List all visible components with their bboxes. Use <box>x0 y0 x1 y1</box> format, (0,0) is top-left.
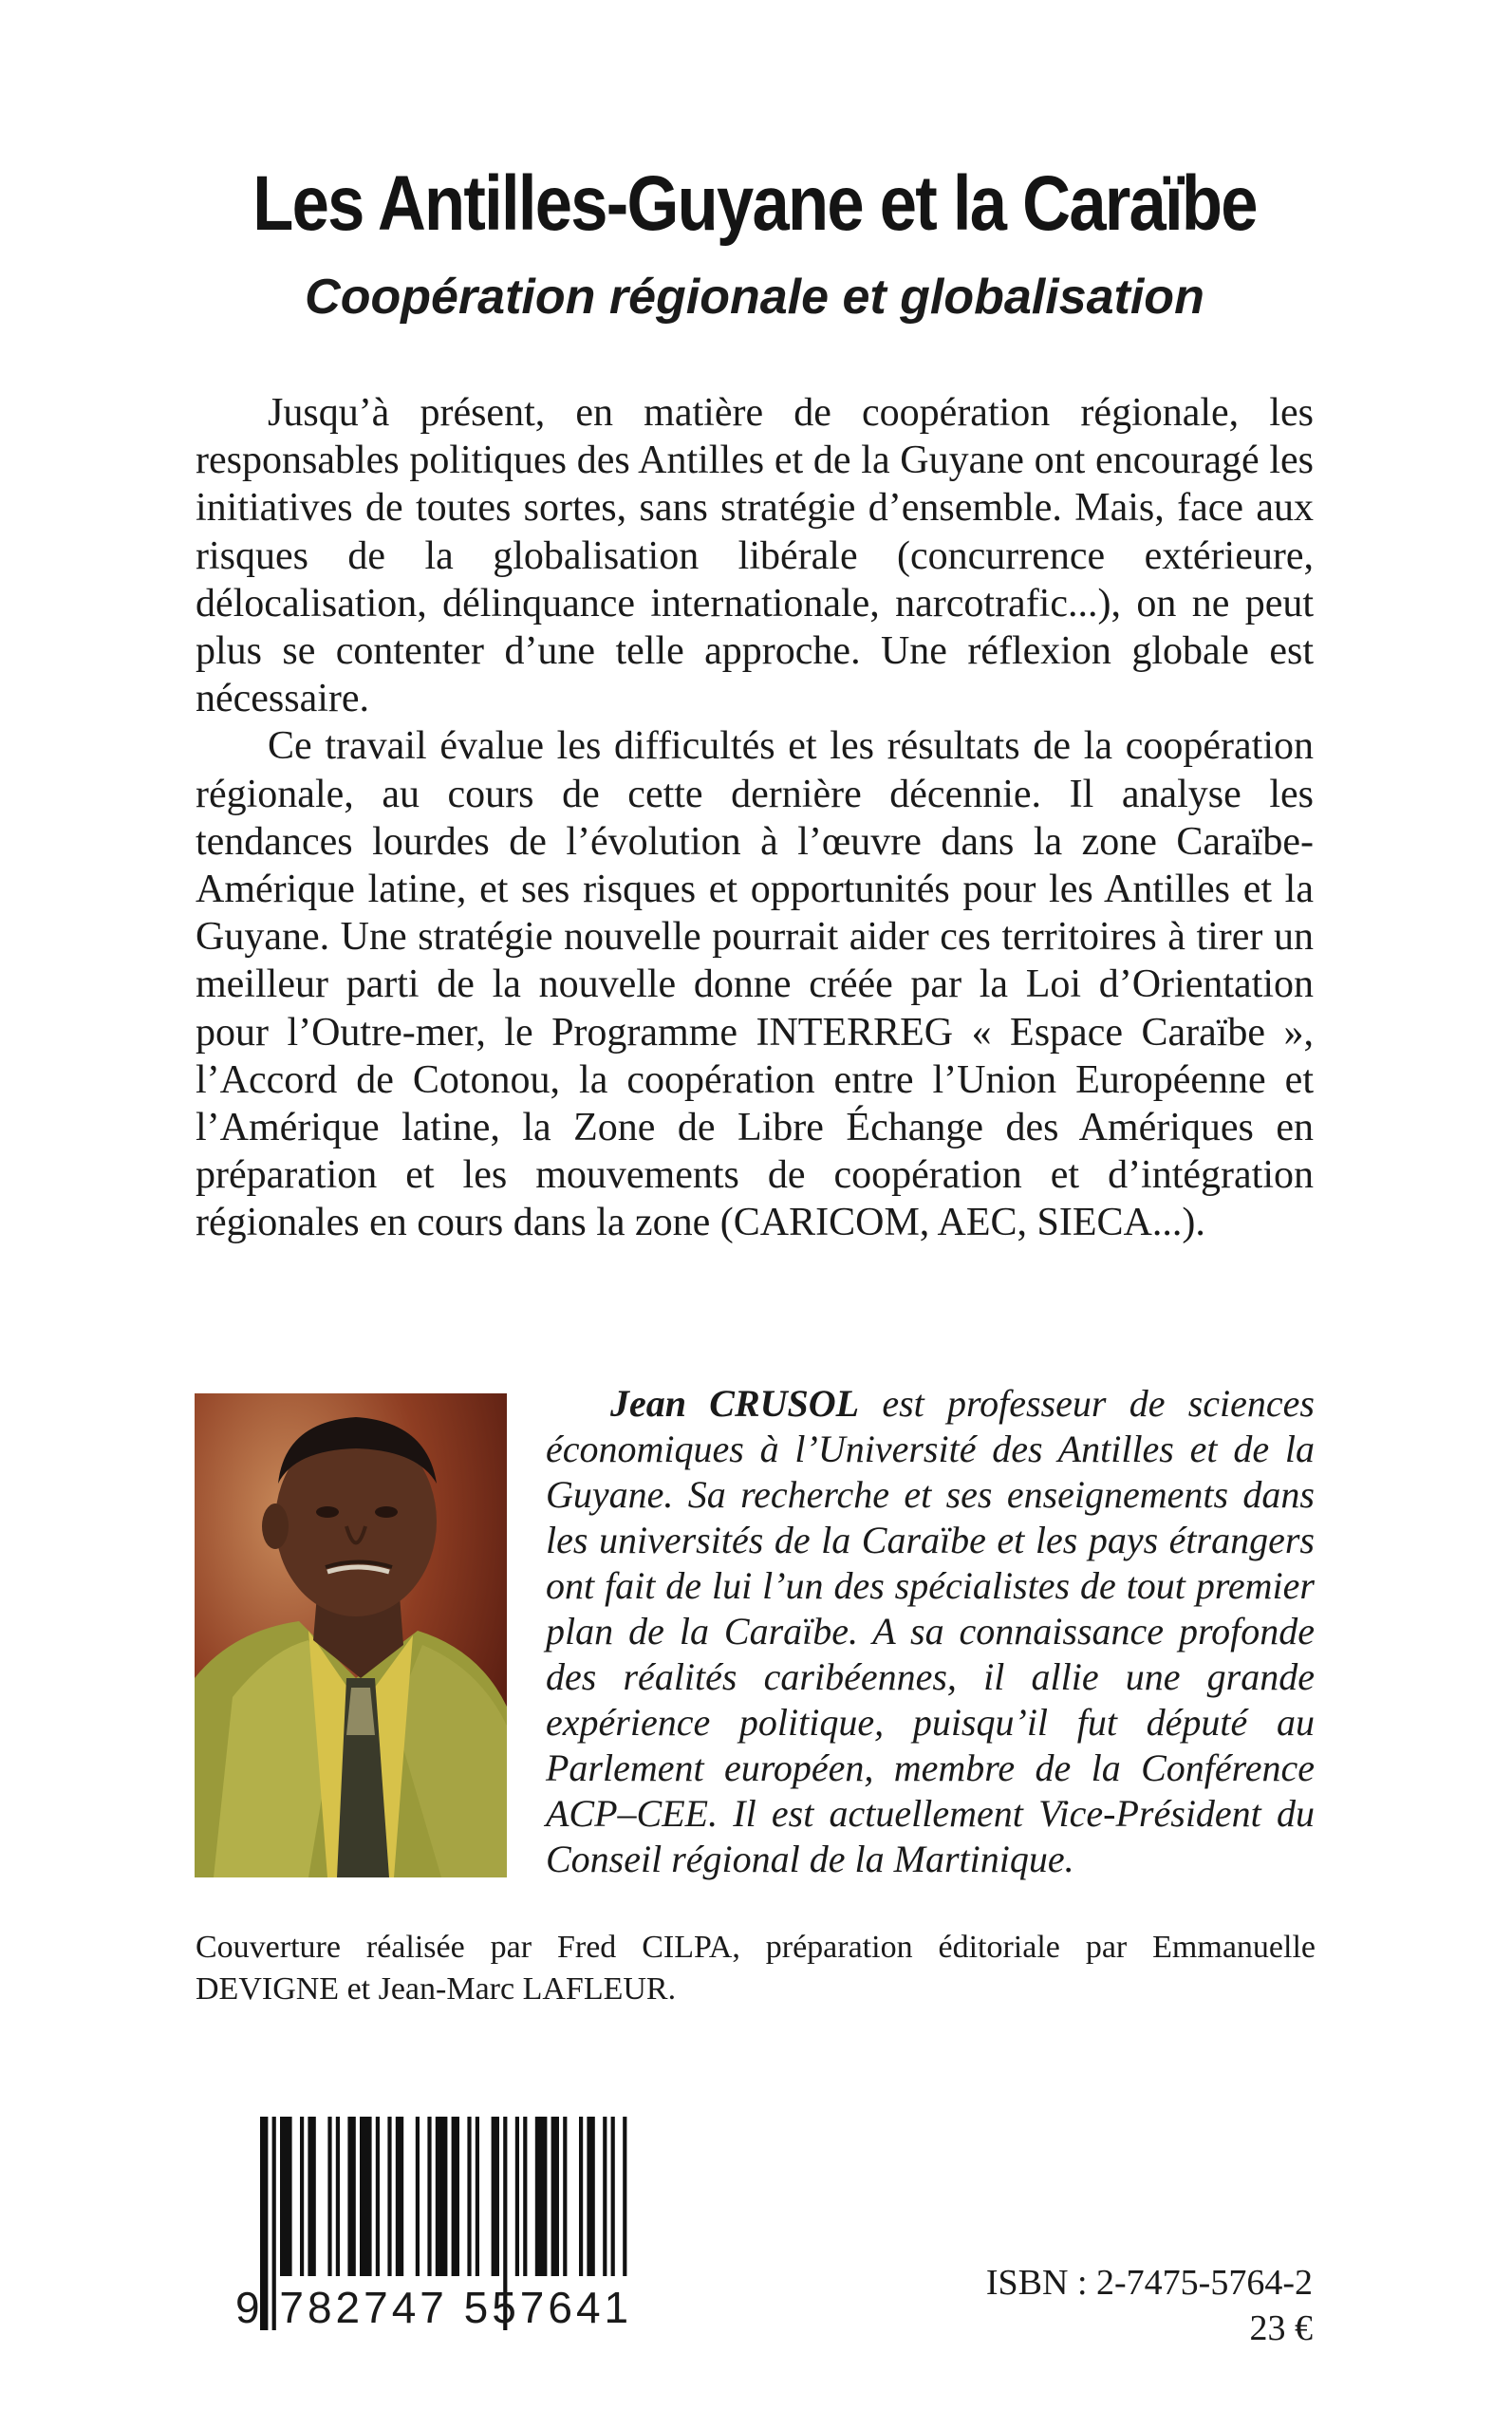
book-title: Les Antilles-Guyane et la Caraïbe <box>252 160 1257 247</box>
barcode-bar <box>336 2117 340 2276</box>
price-text: 23 € <box>1249 2308 1313 2348</box>
barcode-bar <box>427 2117 431 2276</box>
author-bio-text: est professeur de sciences économiques à l’Université des Antilles et de la Guyane. Sa recherche et ses enseignements dans les universités de la Caraïbe et les pays étrangers ont fait de lui l’un des spécialistes de tout premier plan de la Caraïbe. A sa connaissance profonde des réalités caribéennes, il allie une grande expérience politique, puisqu’il fut député au Parlement européen, membre de la Conférence ACP–CEE. Il est actuellement Vice-Président du Conseil régional de la Martinique. <box>546 1382 1315 1880</box>
barcode-bar <box>387 2117 391 2276</box>
barcode-bar <box>603 2117 607 2276</box>
barcode-bar <box>436 2117 448 2276</box>
barcode-bar <box>523 2117 527 2276</box>
isbn-text: ISBN : 2-7475-5764-2 <box>985 2263 1313 2303</box>
credits-text: Couverture réalisée par Fred CILPA, préparation éditoriale par Emmanuelle DEVIGNE et Jean-Marc LAFLEUR. <box>196 1930 1316 2007</box>
barcode-bar <box>492 2117 499 2276</box>
barcode-bar <box>579 2117 583 2276</box>
barcode-bar <box>535 2117 548 2276</box>
barcode-bar <box>396 2117 403 2276</box>
barcode-bar <box>611 2117 615 2276</box>
barcode-bar <box>587 2117 594 2276</box>
barcode-bar <box>476 2117 479 2276</box>
barcode-number: 9 782747 557641 <box>235 2283 633 2332</box>
author-photo <box>195 1393 507 1877</box>
barcode-bar <box>551 2117 559 2276</box>
author-name: Jean CRUSOL <box>610 1382 860 1425</box>
barcode-bar <box>563 2117 567 2276</box>
barcode-bar <box>376 2117 380 2276</box>
barcode-bar <box>308 2117 315 2276</box>
barcode-bar <box>347 2117 355 2276</box>
barcode-bar <box>327 2117 331 2276</box>
summary-paragraph-2: Ce travail évalue les difficultés et les résultats de la coopération régionale, au cours de cette dernière décennie. Il analyse les tendances lourdes de l’évolution à l’œuvre dans la zone Caraïbe-Amérique latine, et ses risques et opportunités pour les Antilles et la Guyane. Une stratégie nouvelle pourrait aider ces territoires à tirer un meilleur parti de la nouvelle donne créée par la Loi d’Orientation pour l’Outre-mer, le Programme INTERREG « Espace Caraïbe », l’Accord de Cotonou, la coopération entre l’Union Européenne et l’Amérique latine, la Zone de Libre Échange des Amériques en préparation et les mouvements de coopération et d’intégration régionales en cours dans la zone (CARICOM, AEC, SIECA...). <box>196 724 1314 1245</box>
barcode-bar <box>467 2117 471 2276</box>
barcode-bar <box>280 2117 292 2276</box>
barcode-bar <box>452 2117 459 2276</box>
summary-text <box>196 389 1314 1247</box>
book-subtitle: Coopération régionale et globalisation <box>305 270 1204 325</box>
author-bio <box>546 1381 1315 1882</box>
barcode-bar <box>416 2117 420 2276</box>
barcode-bar <box>360 2117 372 2276</box>
barcode-bar <box>623 2117 626 2276</box>
barcode-bar <box>300 2117 304 2276</box>
summary-paragraph-1: Jusqu’à présent, en matière de coopération régionale, les responsables politiques des Antilles et de la Guyane ont encouragé les initiatives de toutes sortes, sans stratégie d’ensemble. Mais, face aux risques de la globalisation libérale (concurrence extérieure, délocalisation, délinquance internationale, narcotrafic...), on ne peut plus se contenter d’une telle approche. Une réflexion globale est nécessaire. <box>196 391 1314 721</box>
barcode-bar <box>515 2117 519 2276</box>
